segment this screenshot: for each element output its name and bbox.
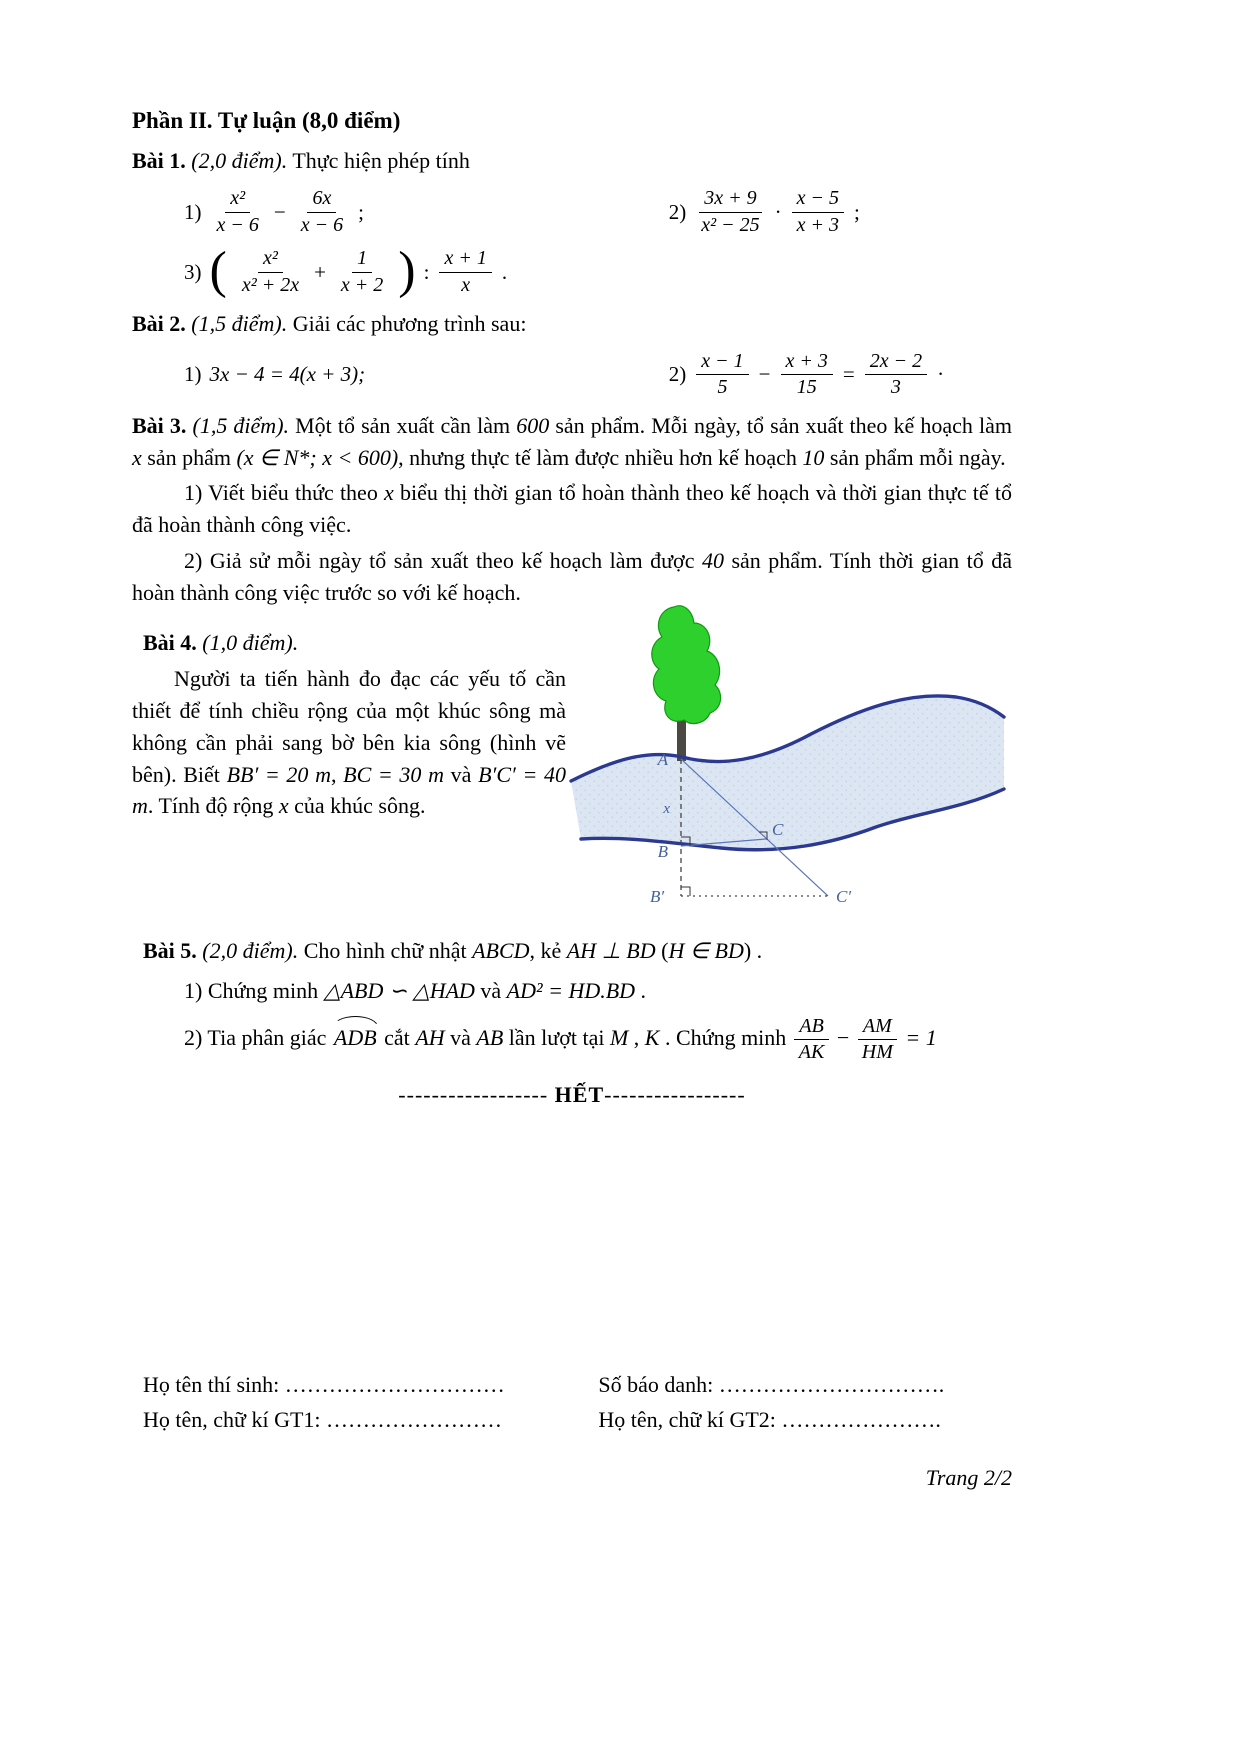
river-figure-svg [556,599,1011,909]
item-number: 1) [184,362,202,387]
fraction-numerator: 2x − 2 [865,350,927,376]
math-segment: x [132,444,142,470]
point-label-C: C [772,820,784,840]
proctor2-signature-line: Họ tên, chữ kí GT2: …………………. [598,1406,941,1432]
text-segment: và [474,977,507,1003]
fraction [865,350,927,400]
bai2-label: Bài 2. [132,310,186,336]
bai5-heading [143,935,1012,967]
fraction-denominator: x² + 2x [241,274,300,297]
text-segment: sản phẩm. Tính thời gian tổ đã hoàn thành công việc trước so với kế hoạch. [132,548,1012,606]
text-segment: 1) Viết biểu thức theo [184,480,385,506]
text-segment: , [330,761,344,787]
math-segment: x [278,793,289,819]
het-dashes-left: ------------------ [398,1082,555,1107]
part-title: Phần II. Tự luận (8,0 điểm) [132,108,401,133]
right-angle-mark-Bprime [681,887,690,896]
punctuation: ; [358,200,364,225]
het-label: HẾT [554,1082,605,1107]
text-segment: sản phẩm [141,444,237,470]
item-number: 2) [668,200,687,225]
bai1-row1 [132,187,1012,237]
fraction [792,187,844,237]
bai3-score: (1,5 điểm). [192,412,290,438]
math-segment: 600 [516,412,550,438]
tree-icon [652,606,721,724]
math-segment: △ABD ∽ △HAD [323,977,475,1003]
fraction-numerator: x + 1 [439,247,491,273]
text-segment: , [628,1024,645,1050]
math-segment: ABCD [472,938,530,964]
fraction-numerator: 3x + 9 [699,187,761,213]
punctuation: ; [854,200,860,225]
math-segment: B′C′ = 40 m [132,761,566,819]
bai4-score: (1,0 điểm). [202,630,299,656]
bai5-question2 [184,1015,1012,1065]
text-segment: sản phẩm. Mỗi ngày, tổ sản xuất theo kế hoạch làm [549,412,1012,438]
fraction [212,187,264,237]
text-segment: . Chứng minh [659,1024,792,1050]
footer-row1 [132,1369,1012,1401]
point-label-A: A [657,750,668,770]
fraction-denominator: x − 6 [300,213,344,236]
fraction-numerator: x² [258,247,283,273]
bai3-question1 [132,477,1012,541]
text-segment: , nhưng thực tế làm được nhiều hơn kế hoạch [398,444,803,470]
text-segment: và [444,1024,477,1050]
fraction-denominator: x + 3 [796,213,840,236]
math-segment: H ∈ BD [668,938,744,964]
angle-adb-notation [332,1022,379,1054]
fraction-numerator: AB [794,1015,828,1041]
text-segment: của khúc sông. [288,793,426,819]
plus-operator: + [314,260,326,285]
fraction-numerator: x − 5 [792,187,844,213]
text-segment: ) . [743,938,763,964]
fraction-denominator: AK [798,1041,825,1064]
math-segment: AD² = HD.BD [506,977,636,1003]
bai4-paragraph [132,663,566,822]
equals-one: = 1 [905,1024,937,1050]
fraction-numerator: x² [225,187,250,213]
point-label-x: x [663,801,670,818]
text-segment: sản phẩm mỗi ngày. [824,444,1006,470]
fraction-numerator: AM [858,1015,897,1041]
footer [132,1369,1012,1494]
text-segment: . [635,977,647,1003]
fraction [439,247,491,297]
math-segment: AH ⊥ BD [566,938,656,964]
bai2-intro: Giải các phương trình sau: [287,310,527,336]
text-segment: lần lượt tại [503,1024,610,1050]
candidate-number-line: Số báo danh: …………………………. [598,1371,945,1397]
fraction-denominator: x² − 25 [701,213,760,236]
minus-operator: − [836,1024,850,1050]
text-segment: biểu thị thời gian tổ hoàn thành theo kế hoạch và thời gian thực tế tổ đã hoàn thành công việc. [132,480,1012,538]
fraction [696,187,764,237]
fraction [781,350,833,400]
het-line [132,1079,1012,1111]
bai1-item1 [132,187,669,237]
bai5-score: (2,0 điểm). [202,938,299,964]
fraction [857,1015,898,1065]
bai2-heading [132,308,1012,340]
text-segment: Một tổ sản xuất cần làm [289,412,517,438]
fraction-numerator: 6x [307,187,336,213]
text-segment: Cho hình chữ nhật [298,938,473,964]
bai2-score: (1,5 điểm). [191,310,288,336]
item-number: 3) [184,260,202,285]
fraction [336,247,388,297]
river-band [571,696,1004,850]
equation-text: 3x − 4 = 4(x + 3); [209,362,366,387]
math-segment: 40 [701,548,724,574]
text-segment: . Tính độ rộng [147,793,279,819]
bai2-item2 [669,350,1012,400]
point-label-Bprime: B′ [650,887,665,907]
bai1-item3: 3) ( $\frac{\text{x²}}{\text{x² + 2x}}$ + $\frac{1}{x + 2}$ ) : $\frac{x + 1}{x}$ . [184,241,508,299]
divide-colon-operator: : [423,260,430,285]
bai1-heading [132,145,1012,177]
bai4-section [132,627,1012,927]
angle-adb-text: ADB [333,1024,377,1050]
bai5-question1 [184,975,1012,1007]
fraction-denominator: x − 6 [216,213,259,236]
math-segment: AB [476,1024,504,1050]
text-segment: , kẻ [529,938,567,964]
fraction [794,1015,830,1065]
math-segment: AH [415,1024,445,1050]
fraction-denominator: HM [861,1041,893,1064]
bai1-row2 [132,241,1012,299]
bai1-label: Bài 1. [132,148,186,174]
math-segment: (x ∈ N*; x < 600) [236,444,399,470]
text-segment: 2) Tia phân giác [184,1024,332,1050]
punctuation: · [937,362,945,387]
fraction-denominator: 5 [717,376,728,399]
page-number: Trang 2/2 [925,1464,1012,1490]
river-figure [556,599,1018,911]
minus-operator: − [273,200,286,225]
item-number: 2) [668,362,687,387]
minus-operator: − [758,362,771,387]
fraction-numerator: 1 [352,247,372,273]
fraction [296,187,348,237]
math-segment: x [384,480,394,506]
fraction-denominator: 15 [796,376,817,399]
text-segment: 2) Giả sử mỗi ngày tổ sản xuất theo kế hoạch làm được [184,548,702,574]
footer-row2 [132,1404,1012,1436]
math-segment: BC = 30 m [343,761,444,787]
point-label-B: B [657,842,668,862]
candidate-name-line: Họ tên thí sinh: ………………………… [143,1371,505,1397]
text-segment: Người ta tiến hành đo đạc các yếu tố cần thiết để tính chiều rộng của một khúc sông mà không cần phải sang bờ bên kia sông (hình vẽ bên). Biết [132,665,566,787]
math-segment: BB′ = 20 m [226,761,331,787]
fraction-denominator: 3 [890,376,901,399]
math-segment: M [609,1024,629,1050]
fraction [237,247,304,297]
bai2-item1 [132,359,669,389]
bai5-label: Bài 5. [143,938,197,964]
bai2-row [132,350,1012,400]
bai1-score: (2,0 điểm). [191,148,288,174]
multiply-dot-operator: · [774,200,782,225]
fraction-denominator: x [461,274,471,297]
math-segment: K [644,1024,660,1050]
bai1-intro: Thực hiện phép tính [287,148,470,174]
fraction-denominator: x + 2 [340,274,384,297]
fraction-numerator: x + 3 [781,350,833,376]
text-segment: cắt [378,1024,416,1050]
point-label-Cprime: C′ [836,887,852,907]
proctor1-signature-line: Họ tên, chữ kí GT1: …………………… [143,1406,503,1432]
equals-sign: = [842,362,855,387]
text-segment: và [443,761,479,787]
fraction-numerator: x − 1 [696,350,748,376]
bai1-item2 [669,187,1012,237]
item-number: 1) [184,200,202,225]
fraction [696,350,748,400]
bai3-label: Bài 3. [132,412,187,438]
text-segment: 1) Chứng minh [184,977,324,1003]
exam-content [132,104,1012,1494]
text-segment: ( [655,938,669,964]
bai4-label: Bài 4. [143,630,197,656]
bai3-paragraph [132,410,1012,474]
math-segment: 10 [802,444,825,470]
punctuation: . [501,260,508,285]
het-dashes-right: ----------------- [604,1082,746,1107]
